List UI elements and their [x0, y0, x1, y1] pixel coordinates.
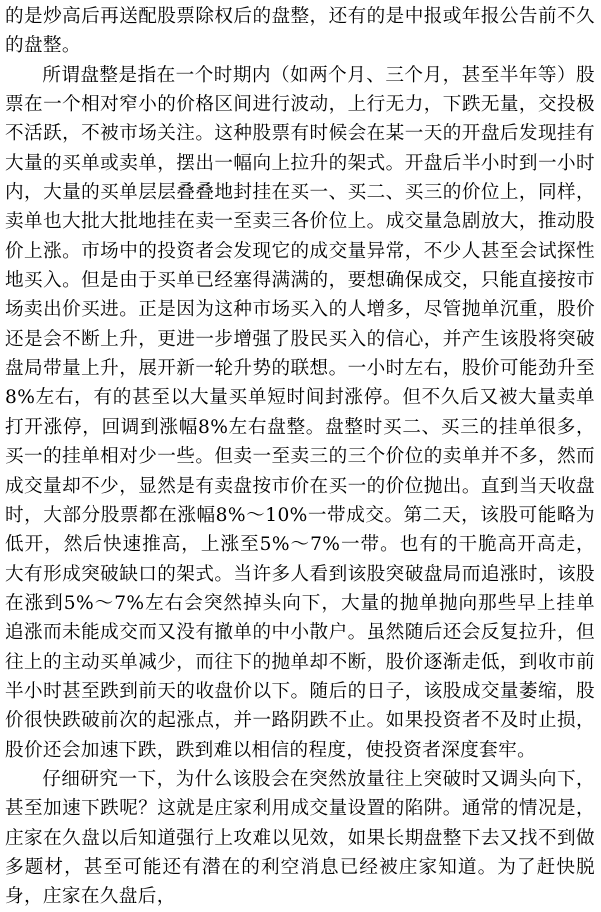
paragraph-volume-trap-analysis: 仔细研究一下，为什么该股会在突然放量往上突破时又调头向下，甚至加速下跌呢？这就是庄家利用成交量设置的陷阱。通常的情况是，庄家在久盘以后知道强行上攻难以见效，如果长期盘整下去又找不到做多题材，甚至可能还有潜在的利空消息已经被庄家知道。为了赶快脱身，庄家在久盘后，	[5, 768, 595, 908]
paragraph-continuation: 的是炒高后再送配股票除权后的盘整，还有的是中报或年报公告前不久的盘整。	[5, 6, 595, 57]
paragraph-definition-of-consolidation: 所谓盘整是指在一个时期内（如两个月、三个月，甚至半年等）股票在一个相对窄小的价格区间进行波动，上行无力，下跌无量，交投极不活跃，不被市场关注。这种股票有时候会在某一天的开盘后发现挂有大量的买单或卖单，摆出一幅向上拉升的架式。开盘后半小时到一小时内，大量的买单层层叠叠地封挂在买一、买二、买三的价位上，同样，卖单也大批大批地挂在卖一至卖三各价位上。成交量急剧放大，推动股价上涨。市场中的投资者会发现它的成交量异常，不少人甚至会试探性地买入。但是由于买单已经塞得满满的，要想确保成交，只能直接按市场卖出价买进。正是因为这种市场买入的人增多，尽管抛单沉重，股价还是会不断上升，更进一步增强了股民买入的信心，并产生该股将突破盘局带量上升，展开新一轮升势的联想。一小时左右，股价可能劲升至8%左右，有的甚至以大量买单短时间封涨停。但不久后又被大量卖单打开涨停，回调到涨幅8%左右盘整。盘整时买二、买三的挂单很多，买一的挂单相对少一些。但卖一至卖三的三个价位的卖单并不多，然而成交量却不少，显然是有卖盘按市价在买一的价位抛出。直到当天收盘时，大部分股票都在涨幅8%～10%一带成交。第二天，该股可能略为低开，然后快速推高，上涨至5%～7%一带。也有的干脆高开高走，大有形成突破缺口的架式。当许多人看到该股突破盘局而追涨时，该股在涨到5%～7%左右会突然掉头向下，大量的抛单抛向那些早上挂单追涨而未能成交而又没有撤单的中小散户。虽然随后还会反复拉升，但往上的主动买单减少，而往下的抛单却不断，股价逐渐走低，到收市前半小时甚至跌到前天的收盘价以下。随后的日子，该股成交量萎缩，股价很快跌破前次的起涨点，并一路阴跌不止。如果投资者不及时止损，股价还会加速下跌，跌到难以相信的程度，使投资者深度套牢。	[5, 64, 595, 761]
